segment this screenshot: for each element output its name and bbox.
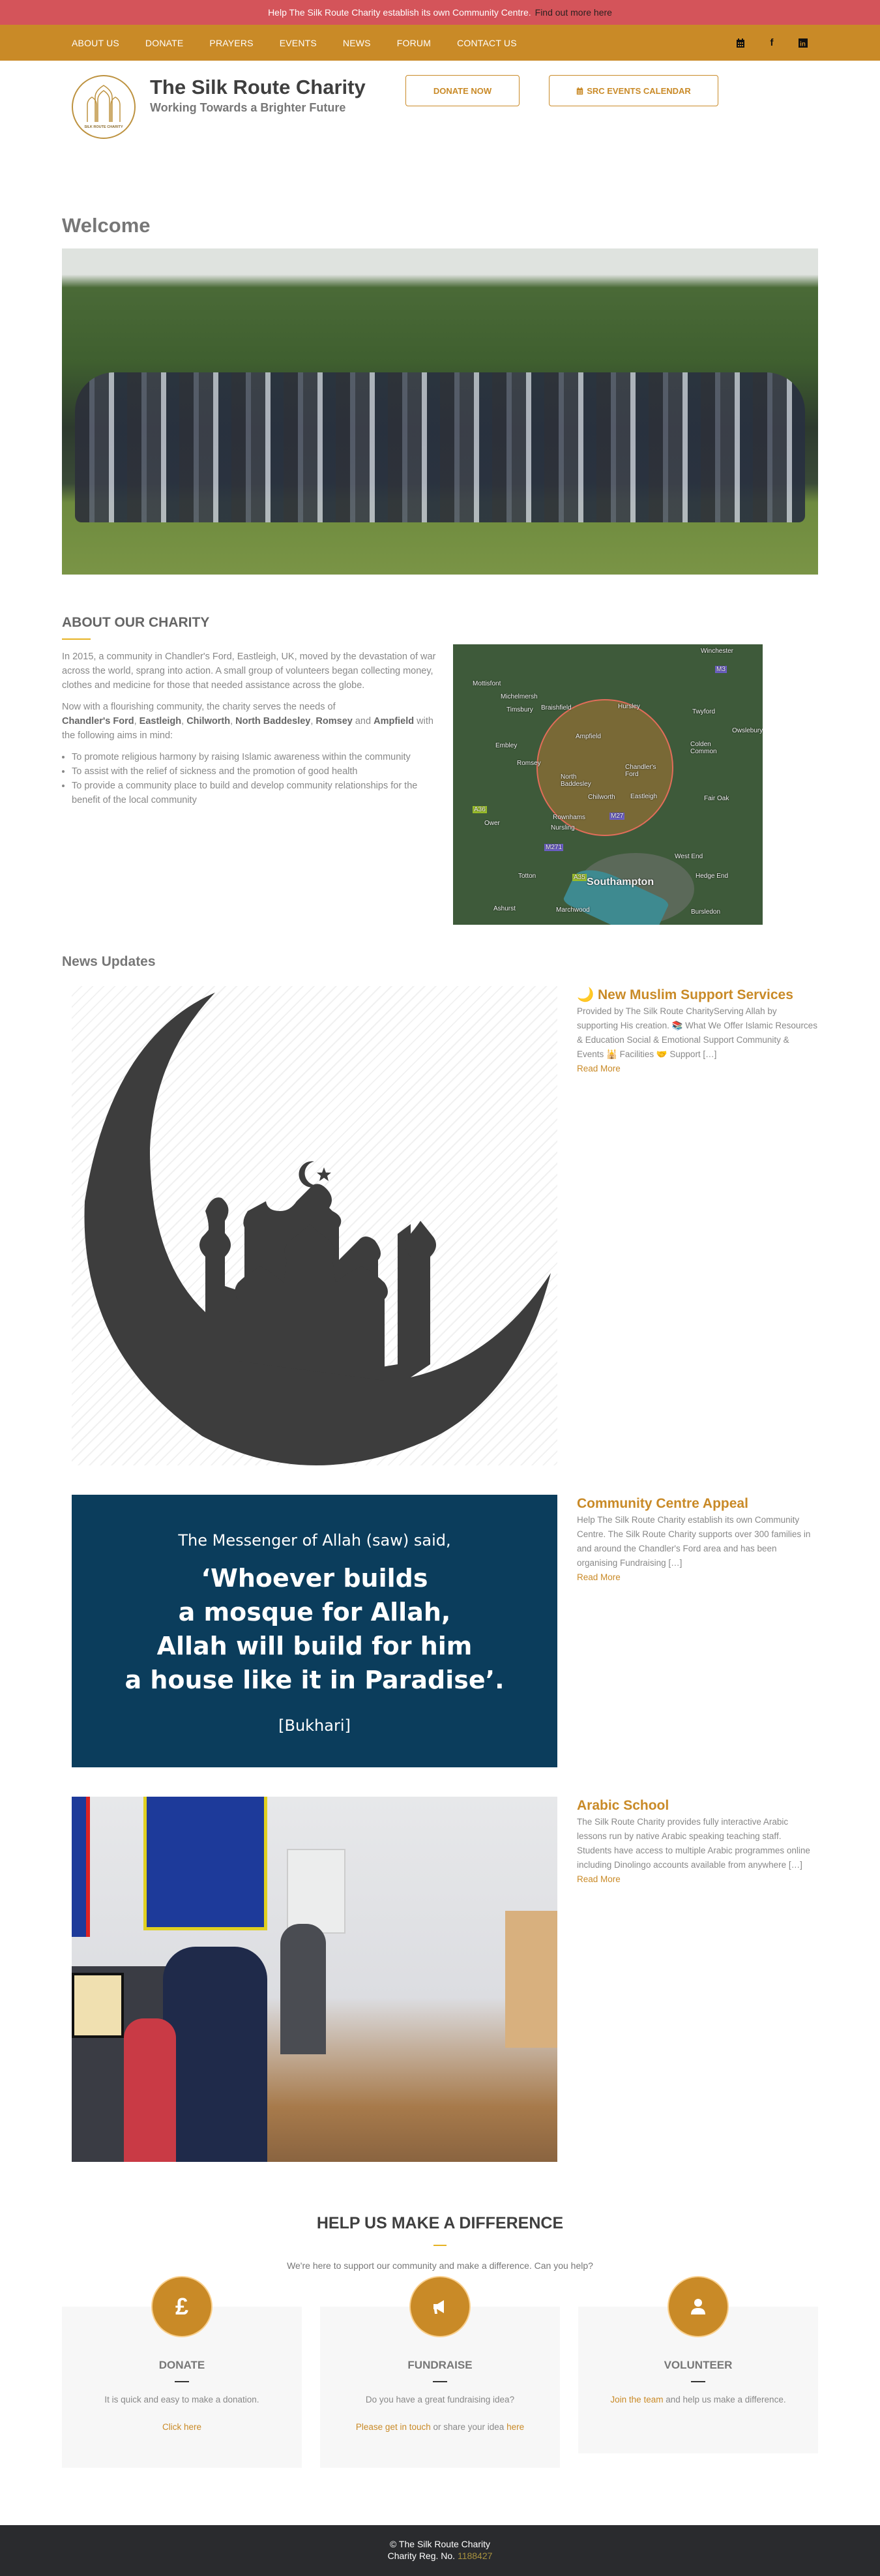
nav-events[interactable]: EVENTS (279, 37, 317, 48)
card-title: FUNDRAISE (407, 2359, 473, 2371)
pound-icon: £ (153, 2277, 211, 2336)
map-label: Rownhams (553, 814, 586, 821)
news-body (577, 1495, 818, 1767)
svg-text:in: in (800, 40, 806, 48)
map-label: Bursledon (691, 908, 721, 916)
quote-line: Allah will build for him (156, 1632, 473, 1660)
news-title[interactable]: Community Centre Appeal (577, 1496, 748, 1511)
banner-text: Help The Silk Route Charity establish its own Community Centre. (268, 7, 531, 18)
about-para-1: In 2015, a community in Chandler's Ford, Eastleigh, UK, moved by the devastation of war across the world, sprang into action. A small group of volunteers began collecting money, clothes and medicine for those that needed assistance across the globe. (62, 651, 436, 691)
card-text: It is quick and easy to make a donation. (104, 2395, 259, 2404)
help-section (62, 2214, 818, 2468)
aim-item: • To provide a community place to build and develop community relationships for the benefit of the local community (72, 779, 437, 807)
place-ampfield: Ampfield (374, 716, 415, 726)
donate-click-here-link[interactable]: Click here (162, 2422, 202, 2432)
map-label: Fair Oak (704, 795, 729, 802)
nav-news[interactable]: NEWS (342, 37, 371, 48)
map-label: Winchester (701, 648, 734, 655)
banner-find-out-more-link[interactable]: Find out more here (535, 7, 612, 18)
linkedin-icon[interactable] (798, 38, 808, 48)
charity-reg-number: 1188427 (457, 2551, 493, 2561)
place-north-baddesley: North Baddesley (235, 716, 311, 726)
logo-text: SILK ROUTE CHARITY (84, 125, 123, 129)
map-road-badge: A36 (474, 806, 486, 813)
social-links (735, 38, 808, 48)
para2-intro: Now with a flourishing community, the charity serves the needs of (62, 702, 336, 712)
map-label: Braishfield (541, 704, 572, 711)
get-in-touch-link[interactable]: Please get in touch (355, 2422, 431, 2432)
map-label: Ampfield (576, 733, 601, 740)
donate-now-button[interactable]: DONATE NOW (405, 75, 520, 106)
map-label: Totton (518, 873, 536, 880)
card-text: Do you have a great fundraising idea? (365, 2395, 515, 2404)
map-label: Chandler's Ford (625, 764, 656, 778)
map-road-badge: A35 (574, 874, 585, 881)
quote-line: a mosque for Allah, (178, 1598, 451, 1626)
map-label: Michelmersh (501, 693, 538, 700)
news-item (62, 1495, 818, 1767)
card-title: VOLUNTEER (664, 2359, 733, 2371)
map-label: Owslebury (732, 727, 763, 734)
map-label: North Baddesley (561, 773, 591, 788)
map-label: Nursling (551, 824, 575, 831)
arabic-school-photo[interactable] (72, 1797, 557, 2162)
calendar-icon[interactable] (735, 38, 746, 48)
share-idea-here-link[interactable]: here (506, 2422, 525, 2432)
read-more-link[interactable]: Read More (577, 1064, 621, 1073)
map-label: Embley (495, 742, 518, 749)
news-excerpt: The Silk Route Charity provides fully interactive Arabic lessons run by native Arabic speaking teaching staff. Students have access to multiple Arabic programmes online including Dinolingo accounts available from anywhere […] (577, 1817, 810, 1870)
map-road-badge: M27 (611, 813, 624, 820)
photo-cupboard (505, 1911, 557, 2048)
news-item (62, 986, 818, 1465)
about-text (62, 615, 437, 925)
photo-person (280, 1924, 326, 2054)
footer-registration: Charity Reg. No. 1188427 (387, 2551, 493, 2561)
map-label: Romsey (517, 760, 541, 767)
news-body (577, 1797, 818, 2162)
help-heading: HELP US MAKE A DIFFERENCE (316, 2214, 564, 2232)
photo-noticeboard (143, 1797, 267, 1930)
fundraise-cta: Please get in touch or share your idea here (355, 2422, 525, 2432)
quote-line: a house like it in Paradise’. (125, 1666, 505, 1694)
site-title: The Silk Route Charity (150, 76, 366, 98)
main-content (0, 214, 880, 2468)
place-chandlers-ford: Chandler's Ford (62, 716, 134, 726)
news-heading: News Updates (62, 954, 156, 969)
map-label: Chilworth (588, 794, 615, 801)
mosque-crescent-image[interactable] (72, 986, 557, 1465)
site-footer (0, 2525, 880, 2576)
nav-donate[interactable]: DONATE (145, 37, 184, 48)
about-para-2: Now with a flourishing community, the charity serves the needs of Chandler's Ford, Eastleigh, Chilworth, North Baddesley, Romsey and Ampfield with the following aims in mind: (62, 702, 433, 741)
logo[interactable] (72, 75, 136, 139)
nav-contact-us[interactable]: CONTACT US (457, 37, 517, 48)
map-label: Ower (484, 820, 500, 827)
help-subtitle: We're here to support our community and make a difference. Can you help? (287, 2260, 593, 2271)
card-title: DONATE (158, 2359, 205, 2371)
news-body (577, 986, 818, 1465)
map-label: West End (675, 853, 703, 860)
group-photo-people (75, 372, 805, 522)
photo-person (163, 1947, 267, 2162)
map-label: Mottisfont (473, 680, 501, 687)
map-label: Hedge End (696, 873, 729, 880)
card-divider (691, 2381, 705, 2382)
heading-underline (62, 638, 91, 640)
about-section (62, 615, 818, 925)
card-text: Join the team and help us make a difference. (610, 2395, 786, 2404)
community-group-photo (62, 248, 818, 575)
photo-door (287, 1849, 345, 1934)
news-item (62, 1797, 818, 2162)
about-heading: ABOUT OUR CHARITY (62, 615, 210, 630)
map-label: Eastleigh (630, 793, 658, 800)
nav-forum[interactable]: FORUM (396, 37, 432, 48)
quote-line: ‘Whoever builds (201, 1564, 428, 1593)
site-header (0, 61, 880, 149)
donate-card (62, 2293, 302, 2468)
card-divider (175, 2381, 189, 2382)
hadith-quote-image[interactable] (72, 1495, 557, 1767)
help-cards (62, 2293, 818, 2468)
news-excerpt: Provided by The Silk Route CharityServing Allah by supporting His creation. 📚 What We Offer Islamic Resources & Education Social & Emotional Support Community & Events 🕌 Facilities 🤝 Support […] (577, 1006, 817, 1059)
place-eastleigh: Eastleigh (139, 716, 182, 726)
read-more-link[interactable]: Read More (577, 1572, 621, 1582)
nav-prayers[interactable]: PRAYERS (209, 37, 254, 48)
map-label: Twyford (692, 708, 716, 715)
facebook-icon[interactable]: f (770, 37, 774, 48)
card-divider (433, 2381, 447, 2382)
megaphone-icon (411, 2277, 469, 2336)
place-chilworth: Chilworth (186, 716, 231, 726)
service-area-map (453, 644, 763, 925)
map-label: Colden Common (690, 741, 717, 755)
map-label: Hursley (618, 703, 640, 710)
para2-outro: with the following aims in mind: (62, 716, 433, 741)
quote-source: [Bukhari] (278, 1716, 351, 1735)
photo-noticeboard-left (72, 1797, 90, 1937)
nav-links (72, 38, 517, 48)
map-label: Marchwood (556, 906, 590, 914)
map-label: Timsbury (506, 706, 533, 713)
map-road-badge: M3 (716, 666, 726, 673)
news-title[interactable]: Arabic School (577, 1798, 669, 1813)
welcome-heading: Welcome (62, 214, 151, 237)
news-excerpt: Help The Silk Route Charity establish its own Community Centre. The Silk Route Charity supports over 300 families in and around the Chandler's Ford area and has been organising Fundraising […] (577, 1515, 811, 1568)
site-tagline: Working Towards a Brighter Future (150, 101, 346, 114)
aim-item: • To promote religious harmony by raising Islamic awareness within the community (72, 750, 437, 764)
heading-underline (433, 2245, 447, 2246)
map-label: Ashurst (493, 905, 516, 912)
news-title[interactable]: 🌙 New Muslim Support Services (577, 987, 793, 1002)
volunteer-card (578, 2307, 818, 2453)
place-romsey: Romsey (315, 716, 353, 726)
fundraise-card (320, 2307, 560, 2468)
join-the-team-link[interactable]: Join the team (610, 2395, 664, 2404)
photo-child (124, 2018, 176, 2162)
read-more-link[interactable]: Read More (577, 1874, 621, 1884)
aims-list (62, 750, 437, 807)
top-announcement-banner (0, 0, 880, 25)
aim-item: • To assist with the relief of sickness and the promotion of good health (72, 764, 437, 779)
nav-about-us[interactable]: ABOUT US (72, 37, 119, 48)
map-label: Southampton (587, 876, 654, 888)
events-calendar-label: SRC EVENTS CALENDAR (587, 85, 691, 96)
person-icon (669, 2277, 727, 2336)
footer-copyright: © The Silk Route Charity (389, 2539, 490, 2549)
quote-intro: The Messenger of Allah (saw) said, (178, 1531, 451, 1550)
main-navbar (0, 25, 880, 61)
calendar-icon (576, 87, 583, 95)
photo-monitor (72, 1973, 124, 2038)
map-road-badge: M271 (546, 844, 563, 851)
events-calendar-button[interactable] (549, 75, 718, 106)
